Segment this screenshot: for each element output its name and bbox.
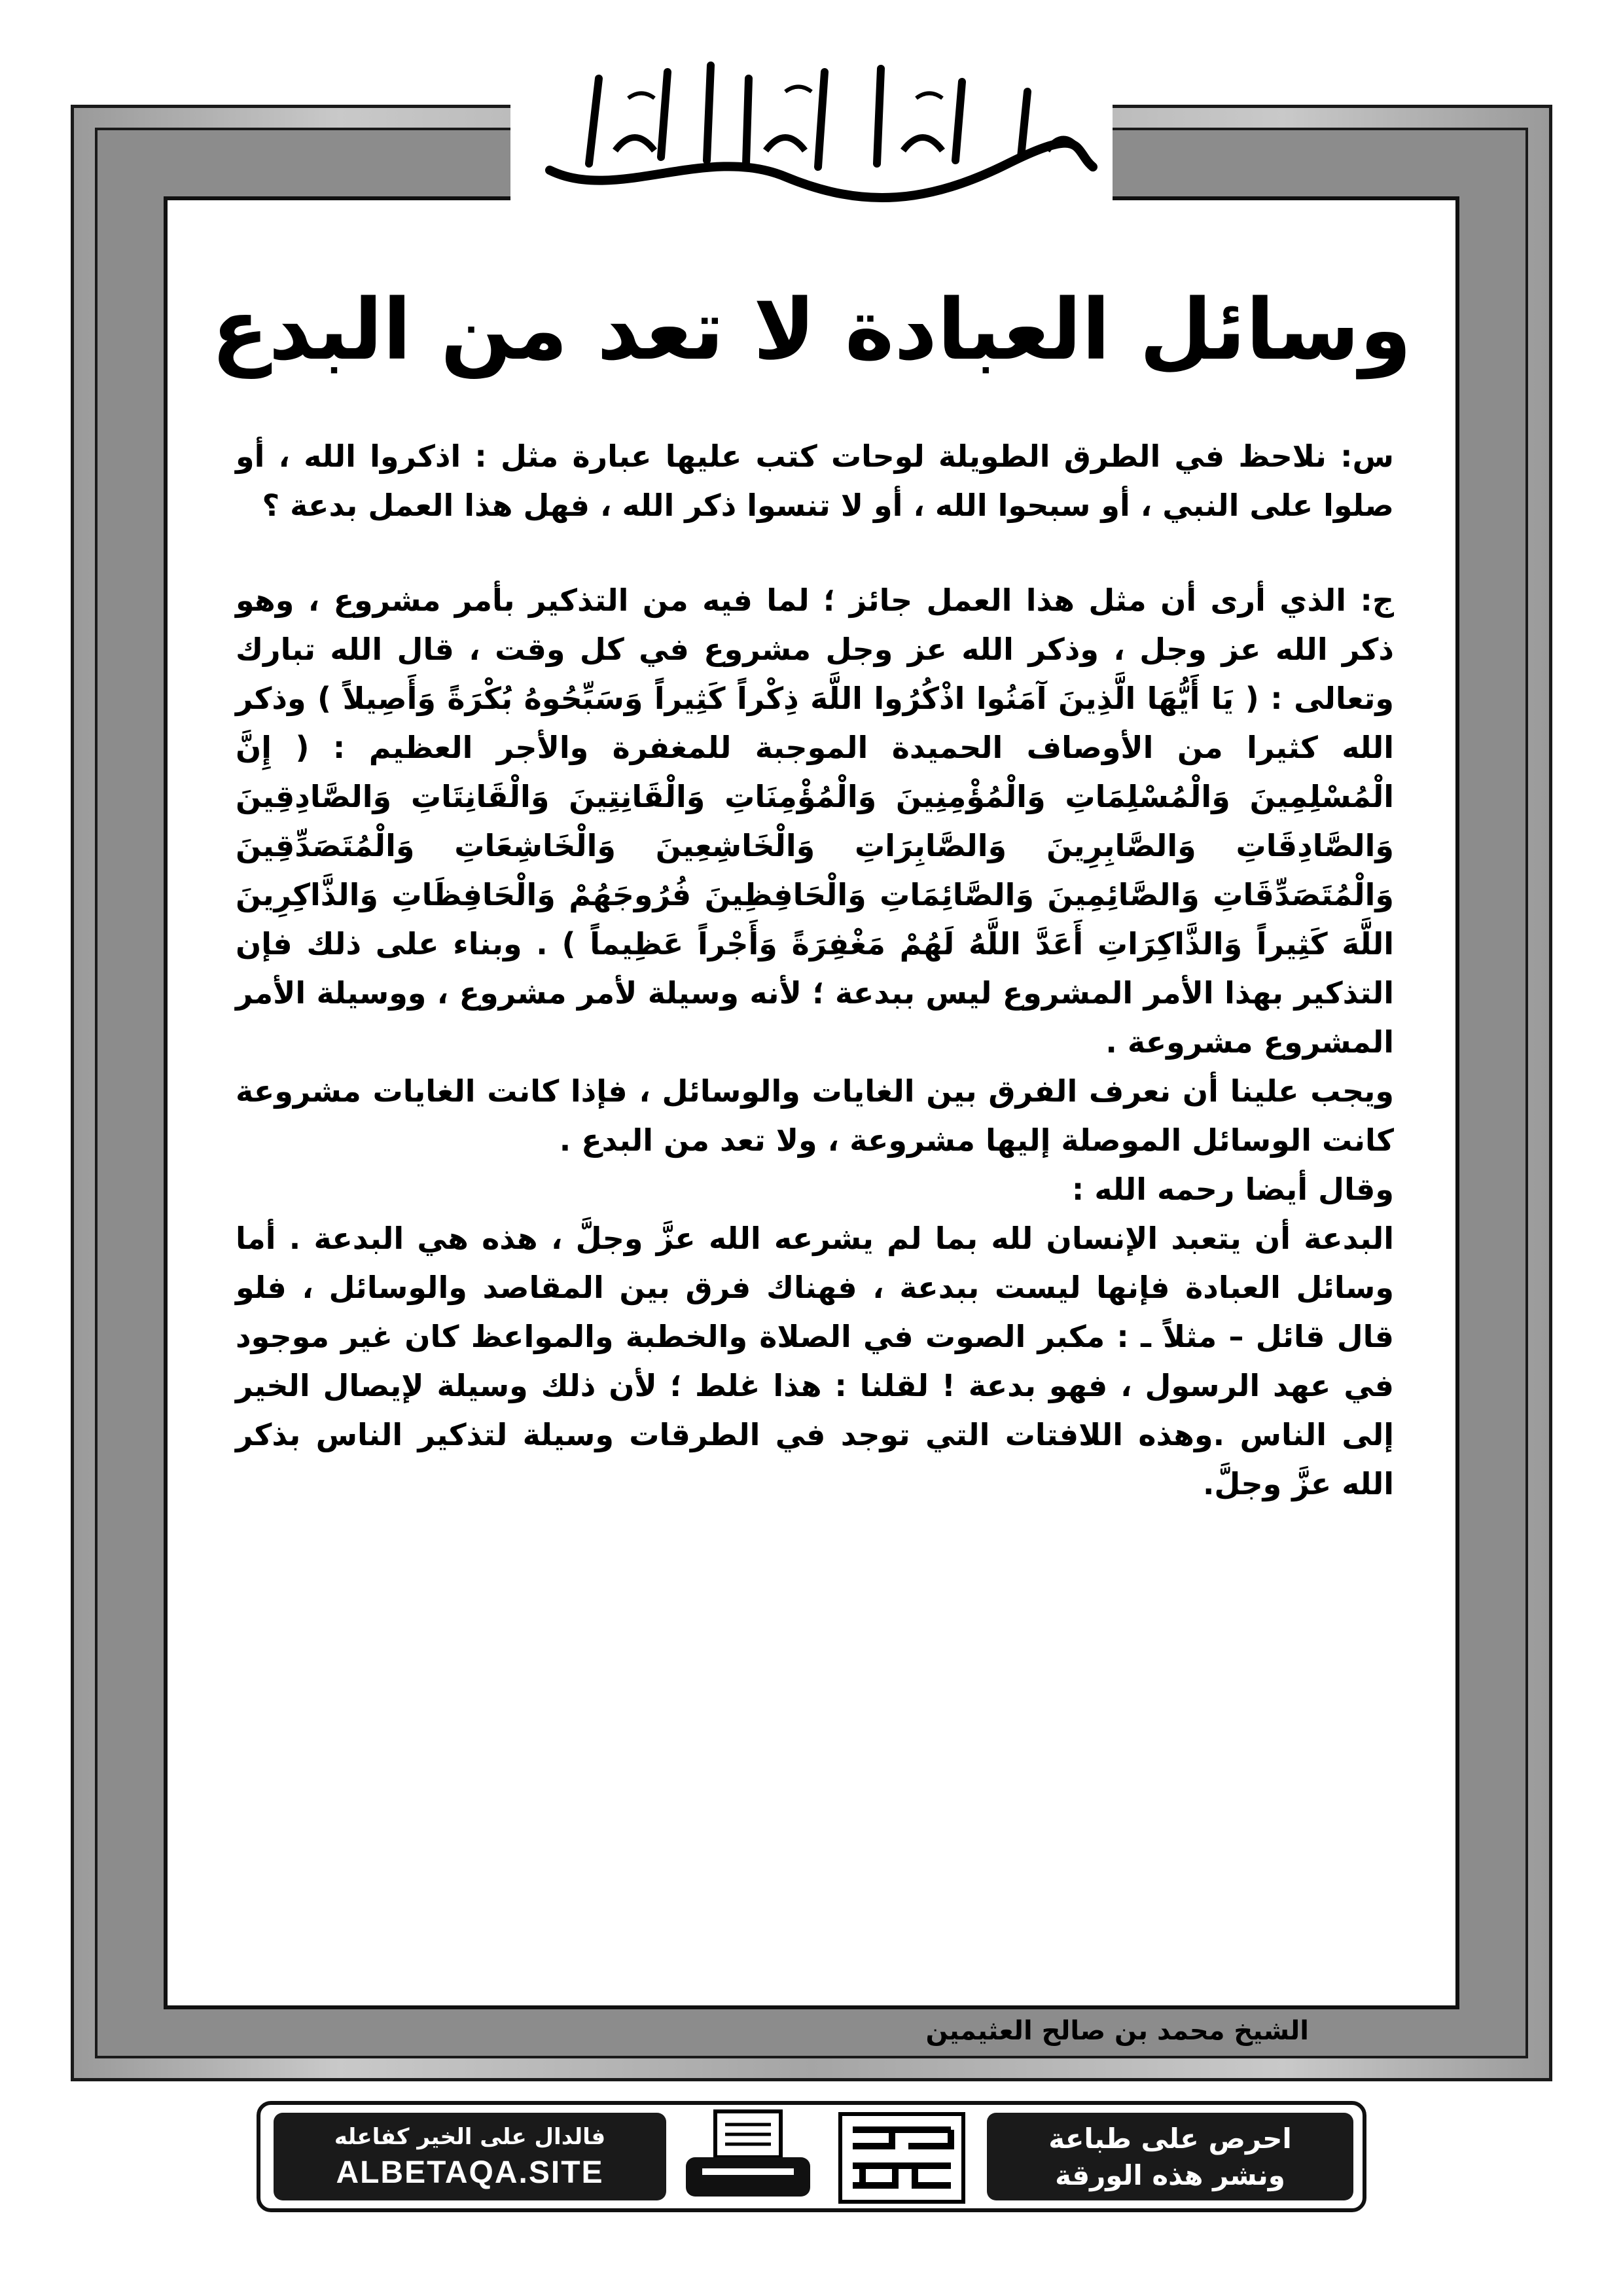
article-body	[236, 432, 1394, 1509]
answer-paragraph: ج: الذي أرى أن مثل هذا العمل جائز ؛ لما فيه من التذكير بأمر مشروع ، وهو ذكر الله عز وجل ، وذكر الله عز وجل مشروع في كل وقت ، قال الله تبارك وتعالى : ( يَا أَيُّهَا الَّذِينَ آمَنُوا اذْكُرُوا اللَّهَ ذِكْراً كَثِيراً وَسَبِّحُوهُ بُكْرَةً وَأَصِيلاً ) وذكر الله كثيرا من الأوصاف الحميدة الموجبة للمغفرة والأجر العظيم : ( إِنَّ الْمُسْلِمِينَ وَالْمُسْلِمَاتِ وَالْمُؤْمِنِينَ وَالْمُؤْمِنَاتِ وَالْقَانِتِينَ وَالْقَانِتَاتِ وَالصَّادِقِينَ وَالصَّادِقَاتِ وَالصَّابِرِينَ وَالصَّابِرَاتِ وَالْخَاشِعِينَ وَالْخَاشِعَاتِ وَالْمُتَصَدِّقِينَ وَالْمُتَصَدِّقَاتِ وَالصَّائِمِينَ وَالصَّائِمَاتِ وَالْحَافِظِينَ فُرُوجَهُمْ وَالْحَافِظَاتِ وَالذَّاكِرِينَ اللَّهَ كَثِيراً وَالذَّاكِرَاتِ أَعَدَّ اللَّهُ لَهُمْ مَغْفِرَةً وَأَجْراً عَظِيماً ) . وبناء على ذلك فإن التذكير بهذا الأمر المشروع ليس ببدعة ؛ لأنه وسيلة لأمر مشروع ، ووسيلة الأمر المشروع مشروعة .	[236, 583, 1394, 1060]
website-box	[274, 2113, 666, 2200]
paragraph-intro: وقال أيضا رحمه الله :	[1071, 1172, 1394, 1207]
question-paragraph: س: نلاحظ في الطرق الطويلة لوحات كتب عليها عبارة مثل : اذكروا الله ، أو صلوا على النبي ، أو سبحوا الله ، أو لا تنسوا ذكر الله ، فهل هذا العمل بدعة ؟	[236, 439, 1394, 523]
author-signature: الشيخ محمد بن صالح العثيمين	[925, 2016, 1309, 2046]
page-title: وسائل العبادة لا تعد من البدع	[211, 281, 1412, 379]
footer-banner	[257, 2101, 1366, 2212]
basmala-calligraphy	[510, 52, 1113, 216]
print-reminder-line2: ونشر هذه الورقة	[1055, 2159, 1285, 2191]
footer-slogan: فالدال على الخير كفاعله	[334, 2124, 606, 2150]
paragraph-means-and-ends: ويجب علينا أن نعرف الفرق بين الغايات والوسائل ، فإذا كانت الغايات مشروعة كانت الوسائل الموصلة إليها مشروعة ، ولا تعد من البدع .	[236, 1073, 1394, 1158]
dawah-logo	[836, 2110, 967, 2206]
print-reminder-box	[987, 2113, 1353, 2200]
printer-icon	[679, 2108, 817, 2206]
paragraph-bidah-definition: البدعة أن يتعبد الإنسان لله بما لم يشرعه الله عزَّ وجلَّ ، هذه هي البدعة . أما وسائل العبادة فإنها ليست ببدعة ، فهناك فرق بين المقاصد والوسائل ، فلو قال قائل – مثلاً ـ : مكبر الصوت في الصلاة والخطبة والمواعظ كان غير موجود في عهد الرسول ، فهو بدعة ! لقلنا : هذا غلط ؛ لأن ذلك وسيلة لإيصال الخير إلى الناس .وهذه اللافتات التي توجد في الطرقات وسيلة لتذكير الناس بذكر الله عزَّ وجلَّ.	[236, 1221, 1394, 1501]
website-link[interactable]: ALBETAQA.SITE	[336, 2155, 604, 2190]
print-reminder-line1: احرص على طباعة	[1048, 2123, 1292, 2155]
